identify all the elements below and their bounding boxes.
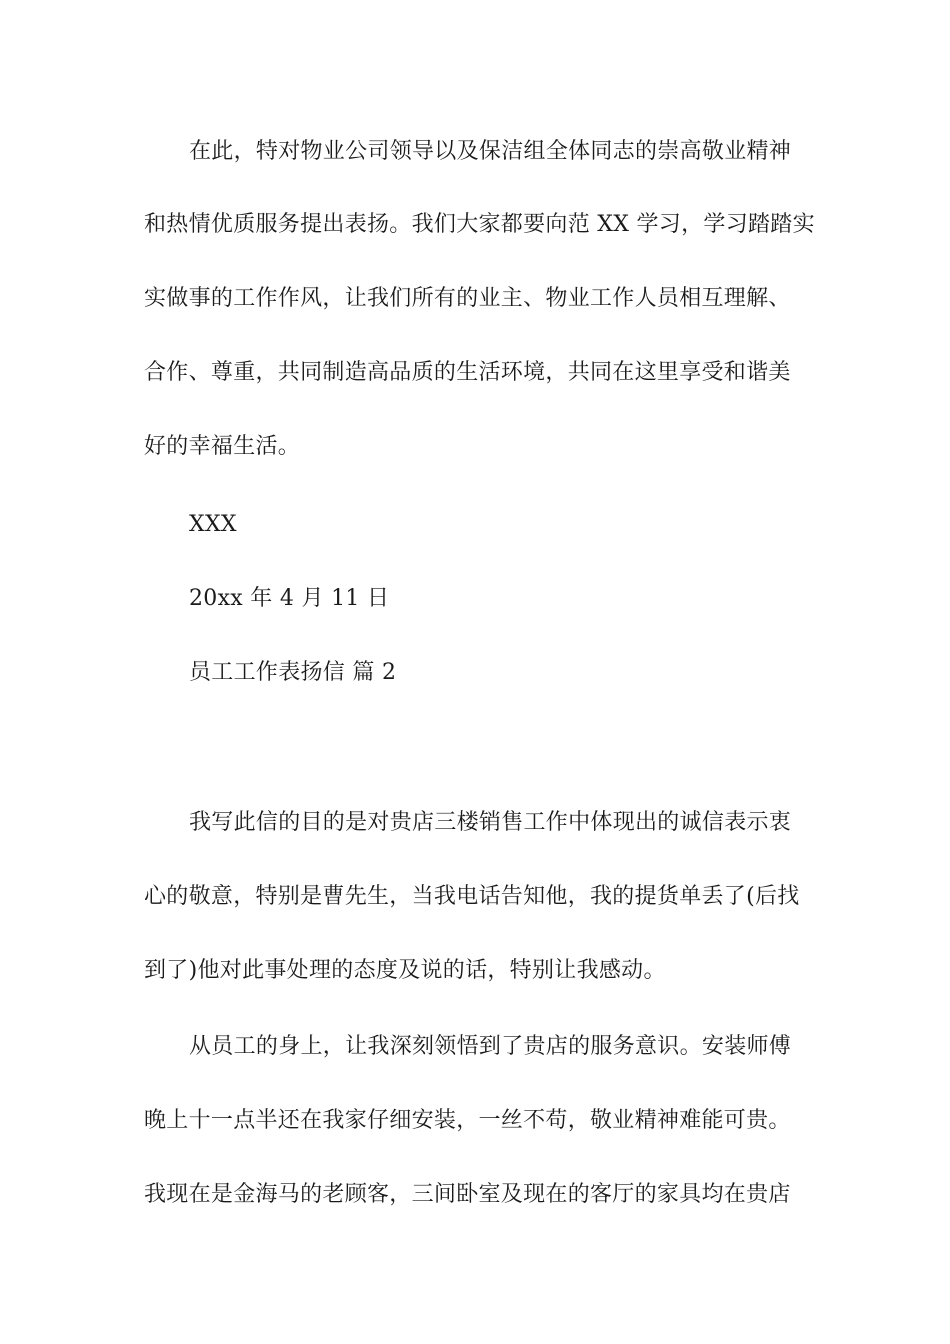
paragraph-3-line-3: 我现在是金海马的老顾客，三间卧室及现在的客厅的家具均在贵店	[144, 1182, 791, 1207]
paragraph-3-line-2: 晚上十一点半还在我家仔细安装，一丝不苟，敬业精神难能可贵。	[144, 1108, 791, 1133]
paragraph-2-line-1: 我写此信的目的是对贵店三楼销售工作中体现出的诚信表示衷	[189, 810, 792, 835]
paragraph-1-line-4: 合作、尊重，共同制造高品质的生活环境，共同在这里享受和谐美	[144, 360, 791, 385]
signature: XXX	[189, 512, 237, 537]
paragraph-1-line-5: 好的幸福生活。	[144, 434, 301, 459]
paragraph-1-line-1: 在此，特对物业公司领导以及保洁组全体同志的崇高敬业精神	[189, 139, 792, 164]
date: 20xx 年 4 月 11 日	[189, 586, 390, 611]
section-title: 员工工作表扬信 篇 2	[189, 660, 397, 685]
paragraph-2-line-3: 到了)他对此事处理的态度及说的话，特别让我感动。	[144, 958, 666, 983]
paragraph-1-line-3: 实做事的工作作风，让我们所有的业主、物业工作人员相互理解、	[144, 286, 791, 311]
paragraph-3-line-1: 从员工的身上，让我深刻领悟到了贵店的服务意识。安装师傅	[189, 1034, 792, 1059]
paragraph-2-line-2: 心的敬意，特别是曹先生，当我电话告知他，我的提货单丢了(后找	[144, 884, 800, 909]
paragraph-1-line-2: 和热情优质服务提出表扬。我们大家都要向范 XX 学习，学习踏踏实	[144, 212, 815, 237]
